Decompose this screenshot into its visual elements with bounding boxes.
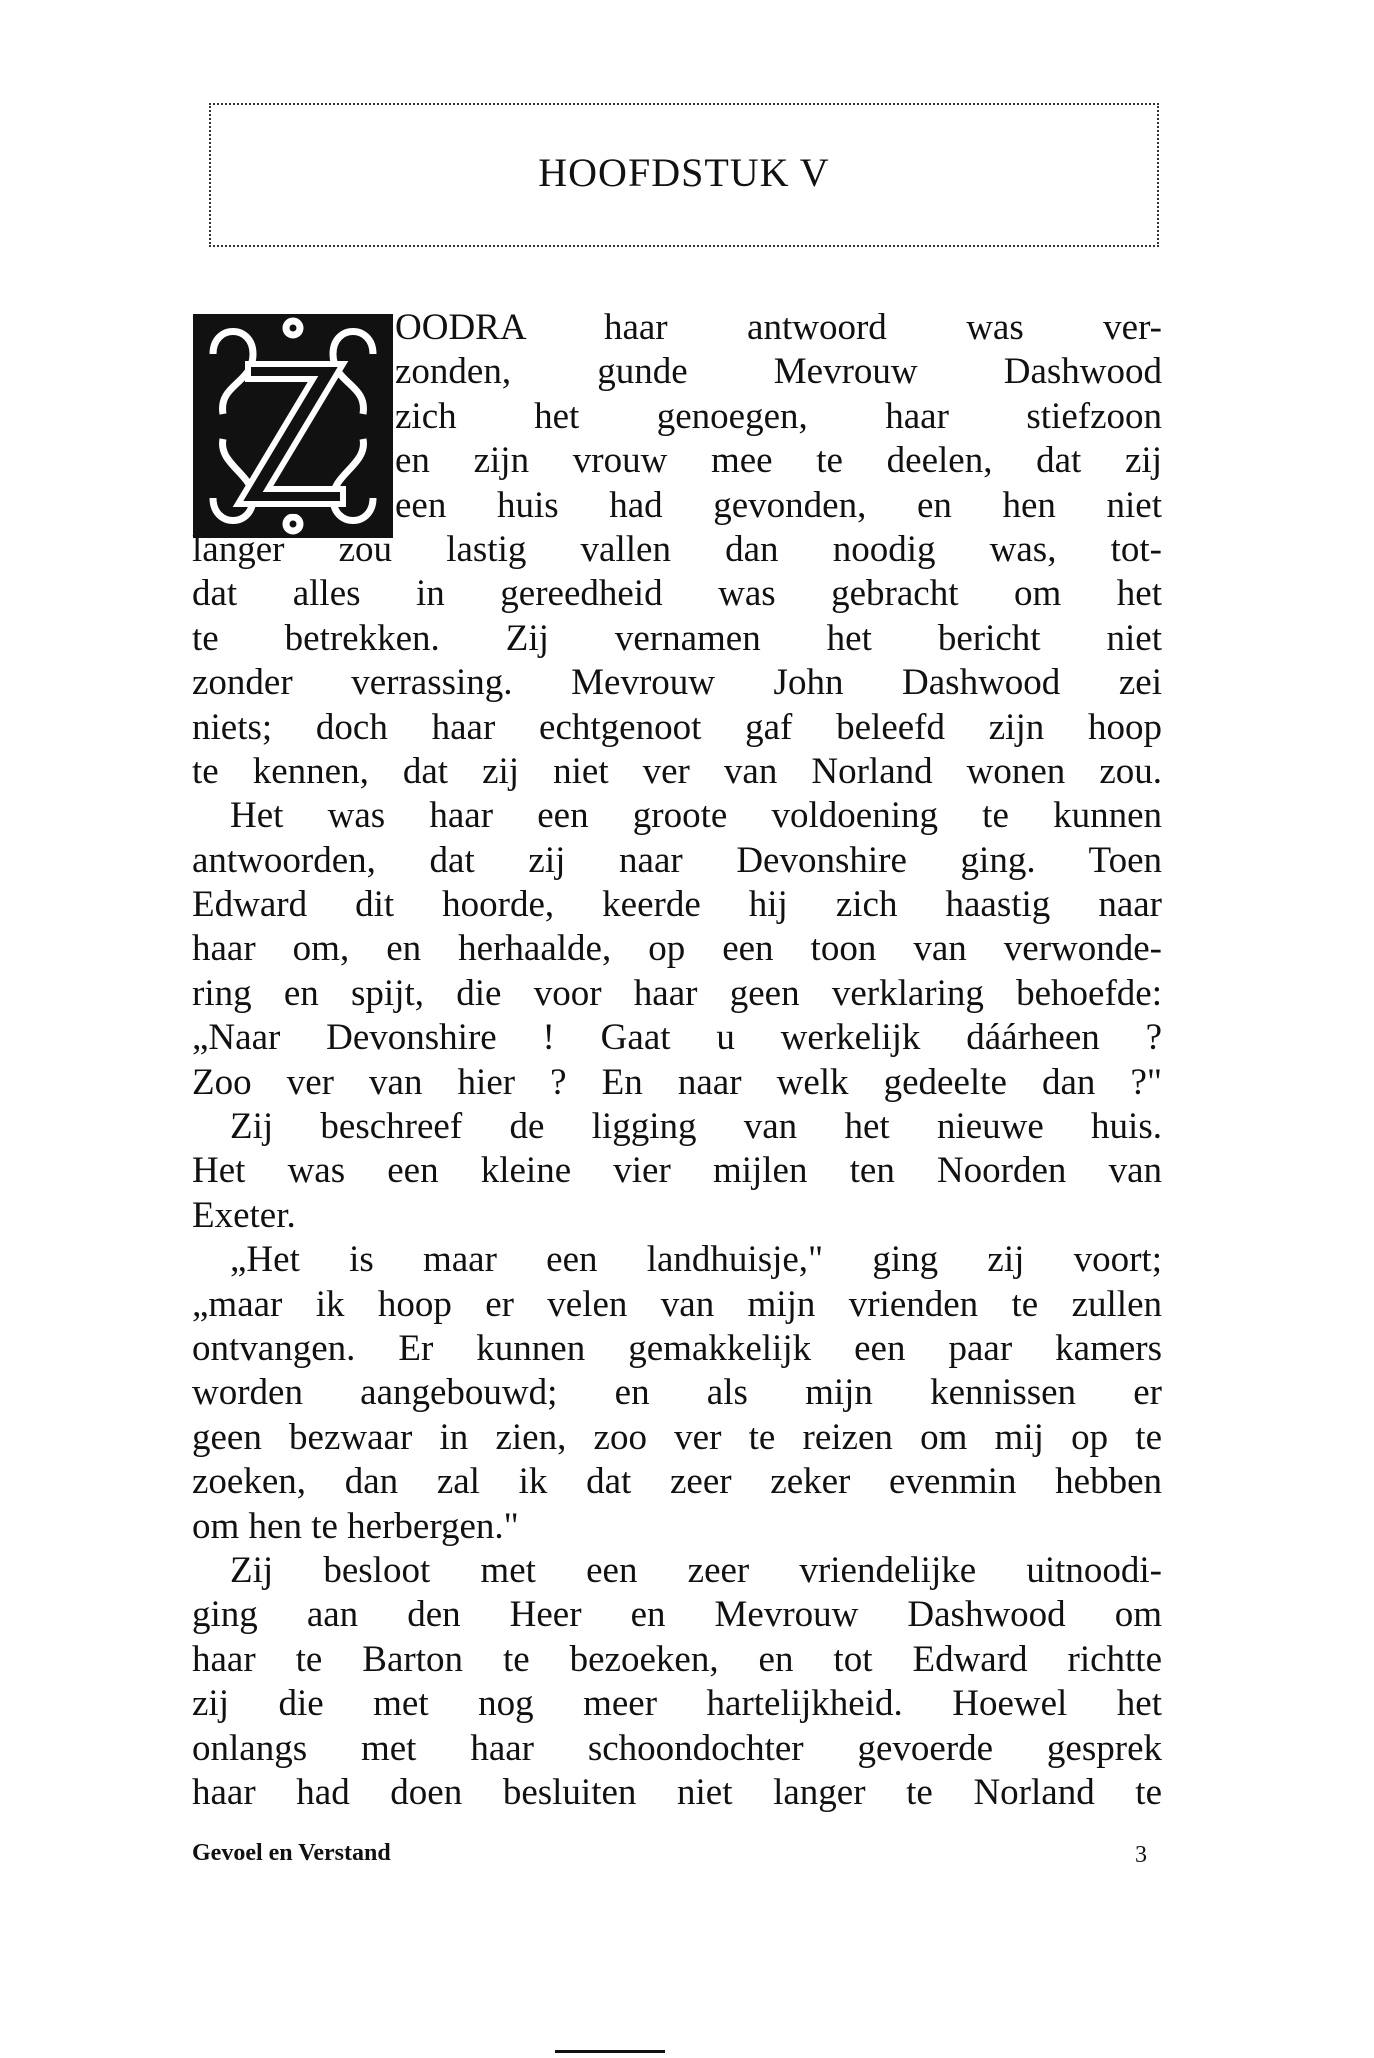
text-line: „maar ik hoop er velen van mijn vrienden te zullen (192, 1283, 1162, 1325)
text-line: te kennen, dat zij niet ver van Norland wonen zou. (192, 750, 1162, 792)
text-line: om hen te herbergen." (192, 1505, 519, 1547)
footer-book-title: Gevoel en Verstand (192, 1840, 391, 1866)
text-line: haar te Barton te bezoeken, en tot Edward richtte (192, 1638, 1162, 1680)
text-line: geen bezwaar in zien, zoo ver te reizen om mij op te (192, 1416, 1162, 1458)
text-line: Zij besloot met een zeer vriendelijke uitnoodi- (230, 1549, 1162, 1591)
text-line: „Naar Devonshire ! Gaat u werkelijk dáárheen ? (192, 1017, 1162, 1059)
text-line: Het was haar een groote voldoening te kunnen (230, 795, 1162, 837)
text-line: een huis had gevonden, en hen niet (395, 484, 1162, 526)
text-line: en zijn vrouw mee te deelen, dat zij (395, 440, 1162, 482)
text-line: Exeter. (192, 1194, 296, 1236)
text-line: dat alles in gereedheid was gebracht om het (192, 573, 1162, 615)
bottom-rule (555, 2050, 665, 2053)
text-line: ontvangen. Er kunnen gemakkelijk een paar kamers (192, 1327, 1162, 1369)
body-text (192, 306, 1162, 1815)
text-line: zich het genoegen, haar stiefzoon (395, 395, 1162, 437)
text-line: antwoorden, dat zij naar Devonshire ging. Toen (192, 839, 1162, 881)
text-line: Zoo ver van hier ? En naar welk gedeelte dan ?" (192, 1061, 1162, 1103)
text-line: niets; doch haar echtgenoot gaf beleefd zijn hoop (192, 706, 1162, 748)
drop-cap-letter: Z (289, 506, 297, 517)
chapter-title: HOOFDSTUK V (538, 150, 830, 195)
text-line: Het was een kleine vier mijlen ten Noorden van (192, 1150, 1162, 1192)
page-number: 3 (1135, 1842, 1147, 1868)
text-line: zonder verrassing. Mevrouw John Dashwood zei (192, 662, 1162, 704)
text-line: ging aan den Heer en Mevrouw Dashwood om (192, 1594, 1162, 1636)
text-line: onlangs met haar schoondochter gevoerde gesprek (192, 1727, 1162, 1769)
text-line: langer zou lastig vallen dan noodig was, tot- (192, 528, 1162, 570)
text-line: zonden, gunde Mevrouw Dashwood (395, 351, 1162, 393)
chapter-heading-box (209, 103, 1159, 247)
text-line: ring en spijt, die voor haar geen verklaring behoefde: (192, 972, 1162, 1014)
text-line: zij die met nog meer hartelijkheid. Hoewel het (192, 1683, 1162, 1725)
text-line: „Het is maar een landhuisje," ging zij voort; (230, 1239, 1162, 1281)
text-line: haar had doen besluiten niet langer te Norland te (192, 1771, 1162, 1813)
text-line: Edward dit hoorde, keerde hij zich haastig naar (192, 884, 1162, 926)
text-line: worden aangebouwd; en als mijn kennissen er (192, 1372, 1162, 1414)
text-line: haar om, en herhaalde, op een toon van verwonde- (192, 928, 1162, 970)
text-line: te betrekken. Zij vernamen het bericht niet (192, 617, 1162, 659)
text-line: zoeken, dan zal ik dat zeer zeker evenmin hebben (192, 1461, 1162, 1503)
text-line: OODRA haar antwoord was ver- (395, 307, 1162, 348)
text-line: Zij beschreef de ligging van het nieuwe huis. (230, 1106, 1162, 1148)
